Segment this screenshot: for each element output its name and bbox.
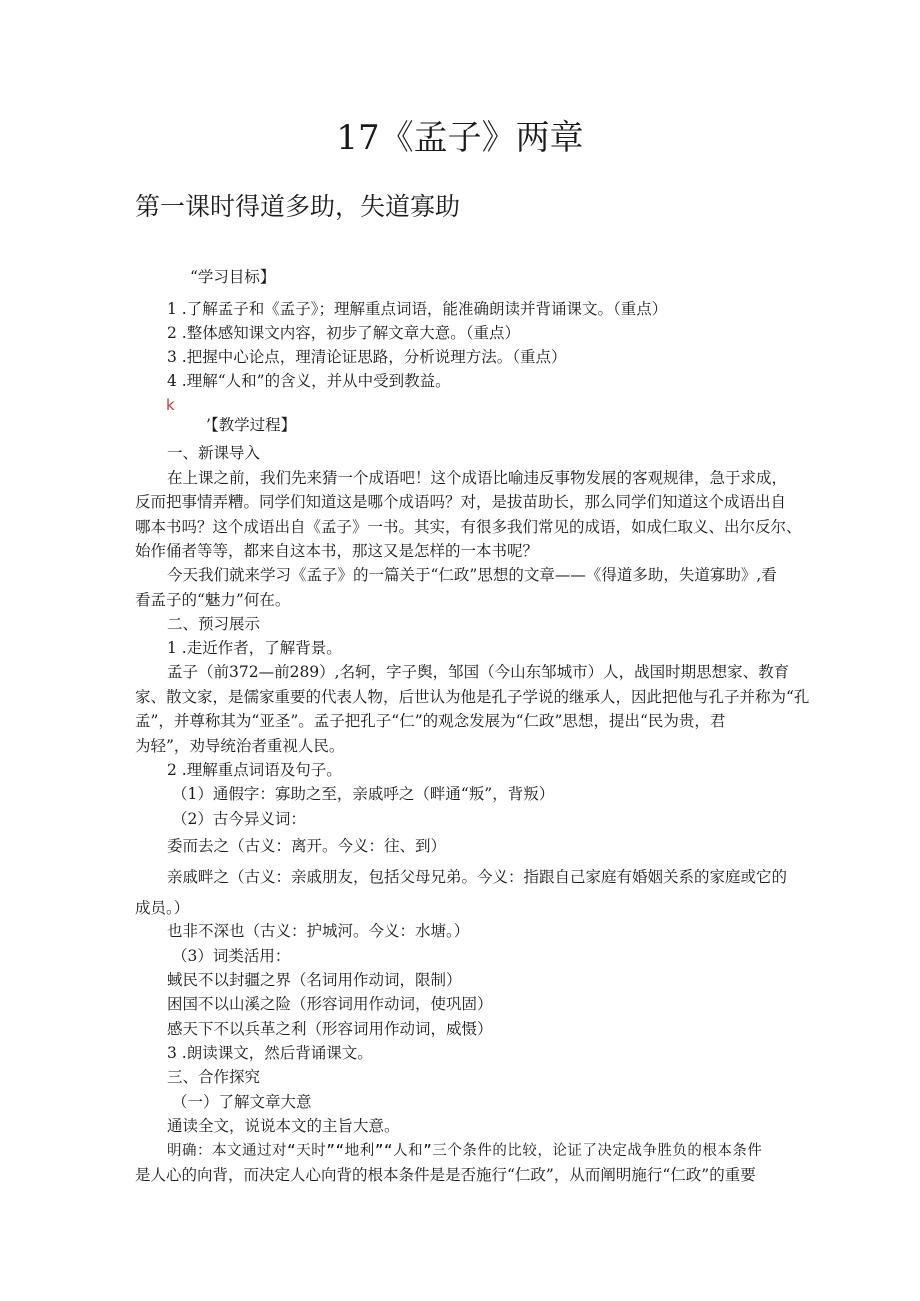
vocab-line: 亲戚畔之（古义：亲戚朋友，包括父母兄弟。今义：指跟自己家庭有婚姻关系的家庭或它的	[167, 868, 788, 886]
vocab-line: 困国不以山溪之险（形容词用作动词，使巩固）	[167, 995, 493, 1013]
list-item: 3 .朗读课文，然后背诵课文。	[167, 1044, 373, 1062]
objective-item: 4 .理解“人和”的含义，并从中受到教益。	[167, 372, 451, 390]
vocab-heading: （2）古今异义词：	[172, 810, 306, 828]
answer-line: 明确：本文通过对“天时”“地利”“人和”三个条件的比较，论证了决定战争胜负的根本条件	[167, 1143, 763, 1159]
vocab-line: 蜮民不以封疆之界（名词用作动词，限制）	[167, 971, 462, 989]
vocab-line: 成员。）	[135, 899, 190, 917]
paragraph-line: 孟子（前372—前289）,名轲，字子舆，邹国（今山东邹城市）人，战国时期思想家、教育	[167, 663, 790, 681]
paragraph-line: 孟”，并尊称其为“亚圣”。孟子把孔子“仁”的观念发展为“仁政”思想，提出“民为贵，君	[135, 712, 726, 730]
objective-item: 3 .把握中心论点，理清论证思路，分析说理方法。（重点）	[167, 348, 567, 366]
objective-item: 1 .了解孟子和《孟子》；理解重点词语，能准确朗读并背诵课文。（重点）	[167, 300, 668, 318]
paragraph-line: 反而把事情弄糟。同学们知道这是哪个成语吗？对，是拔苗助长，那么同学们知道这个成语出自	[135, 493, 787, 511]
answer-line: 是人心的向背，而决定人心向背的根本条件是是否施行“仁政”，从而阐明施行“仁政”的重要	[135, 1166, 756, 1184]
vocab-line: 感天下不以兵革之利（形容词用作动词，威慑）	[167, 1020, 493, 1038]
section-heading: 三、合作探究	[167, 1068, 261, 1086]
paragraph-line: 始作俑者等等，都来自这本书，那这又是怎样的一本书呢？	[135, 542, 539, 560]
vocab-line: 委而去之（古义：离开。今义：往、到）	[167, 837, 447, 855]
paragraph-line: 通读全文，说说本文的主旨大意。	[167, 1117, 400, 1135]
subsection-heading: （一）了解文章大意	[172, 1093, 312, 1111]
vocab-line: （1）通假字：寡助之至，亲戚呼之（畔通“叛”，背叛）	[172, 785, 555, 803]
paragraph-line: 哪本书吗？这个成语出自《孟子》一书。其实，有很多我们常见的成语，如成仁取义、出尔反尔、	[135, 518, 802, 536]
section-heading: 一、新课导入	[167, 444, 261, 462]
paragraph-line: 看孟子的“魅力”何在。	[135, 591, 291, 609]
lesson-subtitle: 第一课时得道多助，失道寡助	[135, 192, 461, 221]
process-heading: ’【教学过程】	[206, 416, 297, 434]
vocab-heading: （3）词类活用：	[172, 947, 291, 965]
vocab-line: 也非不深也（古义：护城河。今义：水塘。）	[167, 922, 470, 940]
objectives-heading: “学习目标】	[190, 268, 276, 286]
stray-mark: k	[166, 396, 175, 414]
list-item: 1 .走近作者，了解背景。	[167, 639, 342, 657]
paragraph-line: 在上课之前，我们先来猜一个成语吧！这个成语比喻违反事物发展的客观规律，急于求成，	[167, 469, 788, 487]
paragraph-line: 为轻”，劝导统治者重视人民。	[135, 737, 345, 755]
paragraph-line: 家、散文家，是儒家重要的代表人物，后世认为他是孔子学说的继承人，因此把他与孔子并称为“孔	[135, 688, 810, 706]
list-item: 2 .理解重点词语及句子。	[167, 761, 342, 779]
page-title: 17《孟子》两章	[336, 118, 584, 158]
paragraph-line: 今天我们就来学习《孟子》的一篇关于“仁政”思想的文章——《得道多助，失道寡助》,看	[167, 566, 777, 584]
section-heading: 二、预习展示	[167, 615, 261, 633]
objective-item: 2 .整体感知课文内容，初步了解文章大意。（重点）	[167, 324, 520, 342]
